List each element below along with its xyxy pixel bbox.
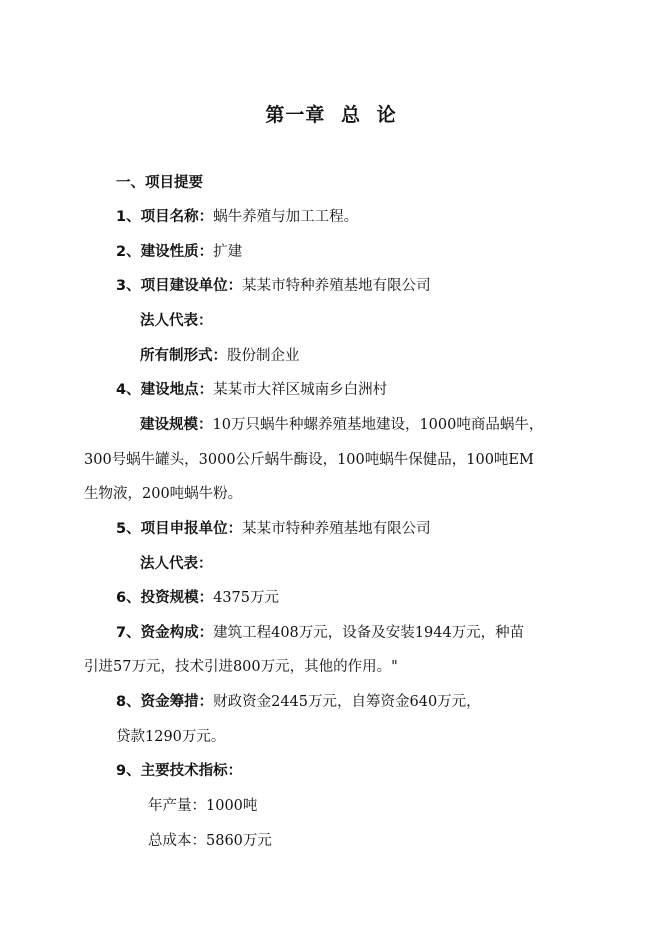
item-value: 10万只蜗牛种螺养殖基地建设，1000吨商品蜗牛， — [212, 417, 544, 433]
item-label: 建设地点： — [140, 382, 214, 398]
item-number: 1、 — [116, 209, 141, 225]
item-value: 扩建 — [213, 244, 243, 260]
item-fund-composition — [116, 622, 524, 644]
item-scale-continued: 300号蜗牛罐头，3000公斤蜗牛酶设，100吨蜗牛保健品，100吨EM — [84, 452, 534, 468]
indicator-value: 1000吨 — [206, 798, 258, 814]
item-number: 9、 — [116, 763, 141, 779]
item-label: 项目建设单位： — [140, 278, 243, 294]
item-value: 4375万元 — [213, 590, 279, 606]
item-value: 某某市大祥区城南乡白洲村 — [213, 382, 388, 398]
item-label: 项目名称： — [140, 209, 214, 225]
item-scale-continued: 生物液，200吨蜗牛粉。 — [84, 486, 243, 502]
section-heading: 一、项目提要 — [116, 175, 203, 191]
indicator-label: 总成本： — [148, 833, 206, 849]
item-fund-raising-continued: 贷款1290万元。 — [116, 729, 226, 745]
legal-representative-label: 法人代表： — [140, 313, 213, 329]
item-fund-raising — [116, 691, 481, 713]
item-label: 项目申报单位： — [140, 521, 243, 537]
item-scale — [140, 414, 543, 436]
item-number: 4、 — [116, 382, 141, 398]
item-number: 3、 — [116, 278, 141, 294]
legal-representative-label: 法人代表： — [140, 556, 213, 572]
item-label: 所有制形式： — [140, 348, 227, 364]
item-number: 2、 — [116, 244, 141, 260]
item-value: 建筑工程408万元，设备及安装1944万元，种苗 — [213, 625, 525, 641]
chapter-title: 第一章 总 论 — [265, 104, 397, 126]
item-label: 资金筹措： — [140, 694, 214, 710]
item-construction-nature — [116, 241, 242, 263]
item-number: 8、 — [116, 694, 141, 710]
item-label: 建设规模： — [140, 417, 213, 433]
item-value: 某某市特种养殖基地有限公司 — [242, 278, 431, 294]
item-construction-unit — [116, 275, 431, 297]
item-value: 某某市特种养殖基地有限公司 — [242, 521, 431, 537]
item-location — [116, 379, 387, 401]
item-fund-composition-continued: 引进57万元，技术引进800万元，其他的作用。" — [84, 659, 398, 675]
item-value: 财政资金2445万元，自筹资金640万元， — [213, 694, 481, 710]
item-number: 6、 — [116, 590, 141, 606]
item-value: 蜗牛养殖与加工工程。 — [213, 209, 359, 225]
item-label: 资金构成： — [140, 625, 214, 641]
item-label: 主要技术指标： — [140, 763, 243, 779]
item-number: 5、 — [116, 521, 141, 537]
indicator-total-cost — [148, 830, 272, 852]
indicator-value: 5860万元 — [206, 833, 272, 849]
item-label: 投资规模： — [140, 590, 214, 606]
item-technical-indicators — [116, 760, 242, 782]
item-applicant-unit — [116, 518, 431, 540]
item-project-name — [116, 206, 358, 228]
indicator-annual-output — [148, 795, 257, 817]
item-ownership — [140, 345, 300, 367]
item-value: 股份制企业 — [227, 348, 300, 364]
item-investment-scale — [116, 587, 279, 609]
indicator-label: 年产量： — [148, 798, 206, 814]
item-label: 建设性质： — [140, 244, 214, 260]
item-number: 7、 — [116, 625, 141, 641]
